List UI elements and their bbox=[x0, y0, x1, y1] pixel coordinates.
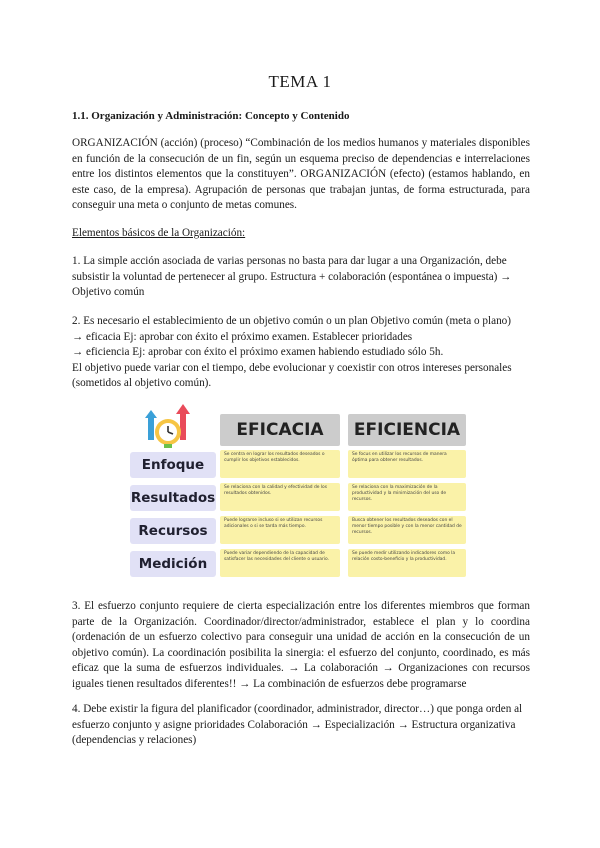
cell-recursos-eficiencia: Busca obtener los resultados deseados con el menor tiempo posible y con la menor cantidad de recursos. bbox=[348, 516, 466, 544]
intro-paragraph: ORGANIZACIÓN (acción) (proceso) “Combinación de los medios humanos y materiales disponibles en función de la consecución de un fin, según un esquema preciso de dependencias e interrelaciones entre los distintos elementos que la constituyen”. ORGANIZACIÓN (efecto) (estamos hablando, en este caso, de la empresa). Agrupación de personas que trabajan juntas, de forma estructurada, para conseguir una meta o conjunto de metas comunes. bbox=[72, 137, 530, 212]
point-2-line-2: → eficacia Ej: aprobar con éxito el próximo examen. Establecer prioridades bbox=[72, 330, 413, 343]
row-label-medicion: Medición bbox=[130, 551, 216, 577]
cell-resultados-eficacia: Se relaciona con la calidad y efectividad de los resultados obtenidos. bbox=[220, 483, 340, 511]
header-eficacia: EFICACIA bbox=[220, 414, 340, 446]
point-2-line-3: → eficiencia Ej: aprobar con éxito el próximo examen habiendo estudiado sólo 5h. bbox=[72, 346, 444, 359]
row-label-recursos: Recursos bbox=[130, 518, 216, 544]
row-label-enfoque: Enfoque bbox=[130, 452, 216, 478]
point-1: 1. La simple acción asociada de varias personas no basta para dar lugar a una Organización, debe subsistir la voluntad de pertenecer al grupo. Estructura + colaboración (espontánea o impuesta) → Objetivo común bbox=[72, 255, 512, 299]
section-heading: 1.1. Organización y Administración: Concepto y Contenido bbox=[72, 110, 350, 122]
point-3: 3. El esfuerzo conjunto requiere de cierta especialización entre los diferentes miembros que forman parte de la Organización. Coordinador/director/administrador, establece el plan y lo coordina (ordenación de un esfuerzo colectivo para conseguir una unidad de acción en la consecución de un objetivo común). La coordinación posibilita la sinergia: el esfuerzo del conjunto, coordinado, es más eficaz que la suma de esfuerzos individuales. → La colaboración → Organizaciones con recursos iguales tienen resultados diferentes!! → La combinación de esfuerzos debe programarse bbox=[72, 600, 530, 690]
cell-medicion-eficacia: Puede variar dependiendo de la capacidad de satisfacer las necesidades del cliente o usuario. bbox=[220, 549, 340, 577]
page-title: TEMA 1 bbox=[268, 72, 332, 91]
row-label-resultados: Resultados bbox=[130, 485, 216, 511]
elements-heading: Elementos básicos de la Organización: bbox=[72, 227, 246, 239]
point-2 bbox=[72, 314, 530, 392]
cell-resultados-eficiencia: Se relaciona con la maximización de la productividad y la minimización del uso de recursos. bbox=[348, 483, 466, 511]
cell-enfoque-eficacia: Se centra en lograr los resultados deseados o cumplir los objetivos establecidos. bbox=[220, 450, 340, 478]
header-eficiencia: EFICIENCIA bbox=[348, 414, 466, 446]
cell-enfoque-eficiencia: Se focus en utilizar los recursos de manera óptima para obtener resultados. bbox=[348, 450, 466, 478]
efficacy-efficiency-infographic bbox=[130, 404, 470, 582]
cell-recursos-eficacia: Puede lograrse incluso si se utilizan recursos adicionales o si se tarda más tiempo. bbox=[220, 516, 340, 544]
point-2-line-4: El objetivo puede variar con el tiempo, debe evolucionar y coexistir con otros intereses personales (sometidos al objetivo común). bbox=[72, 361, 512, 390]
clock-growth-icon bbox=[144, 404, 192, 450]
cell-medicion-eficiencia: Se puede medir utilizando indicadores como la relación costo-beneficio y la productividad. bbox=[348, 549, 466, 577]
point-2-line-1: 2. Es necesario el establecimiento de un objetivo común o un plan Objetivo común (meta o plano) bbox=[72, 315, 511, 327]
point-4: 4. Debe existir la figura del planificador (coordinador, administrador, director…) que ponga orden al esfuerzo conjunto y asigne prioridades Colaboración → Especialización → Estructura organizativa (dependencias y relaciones) bbox=[72, 703, 523, 747]
